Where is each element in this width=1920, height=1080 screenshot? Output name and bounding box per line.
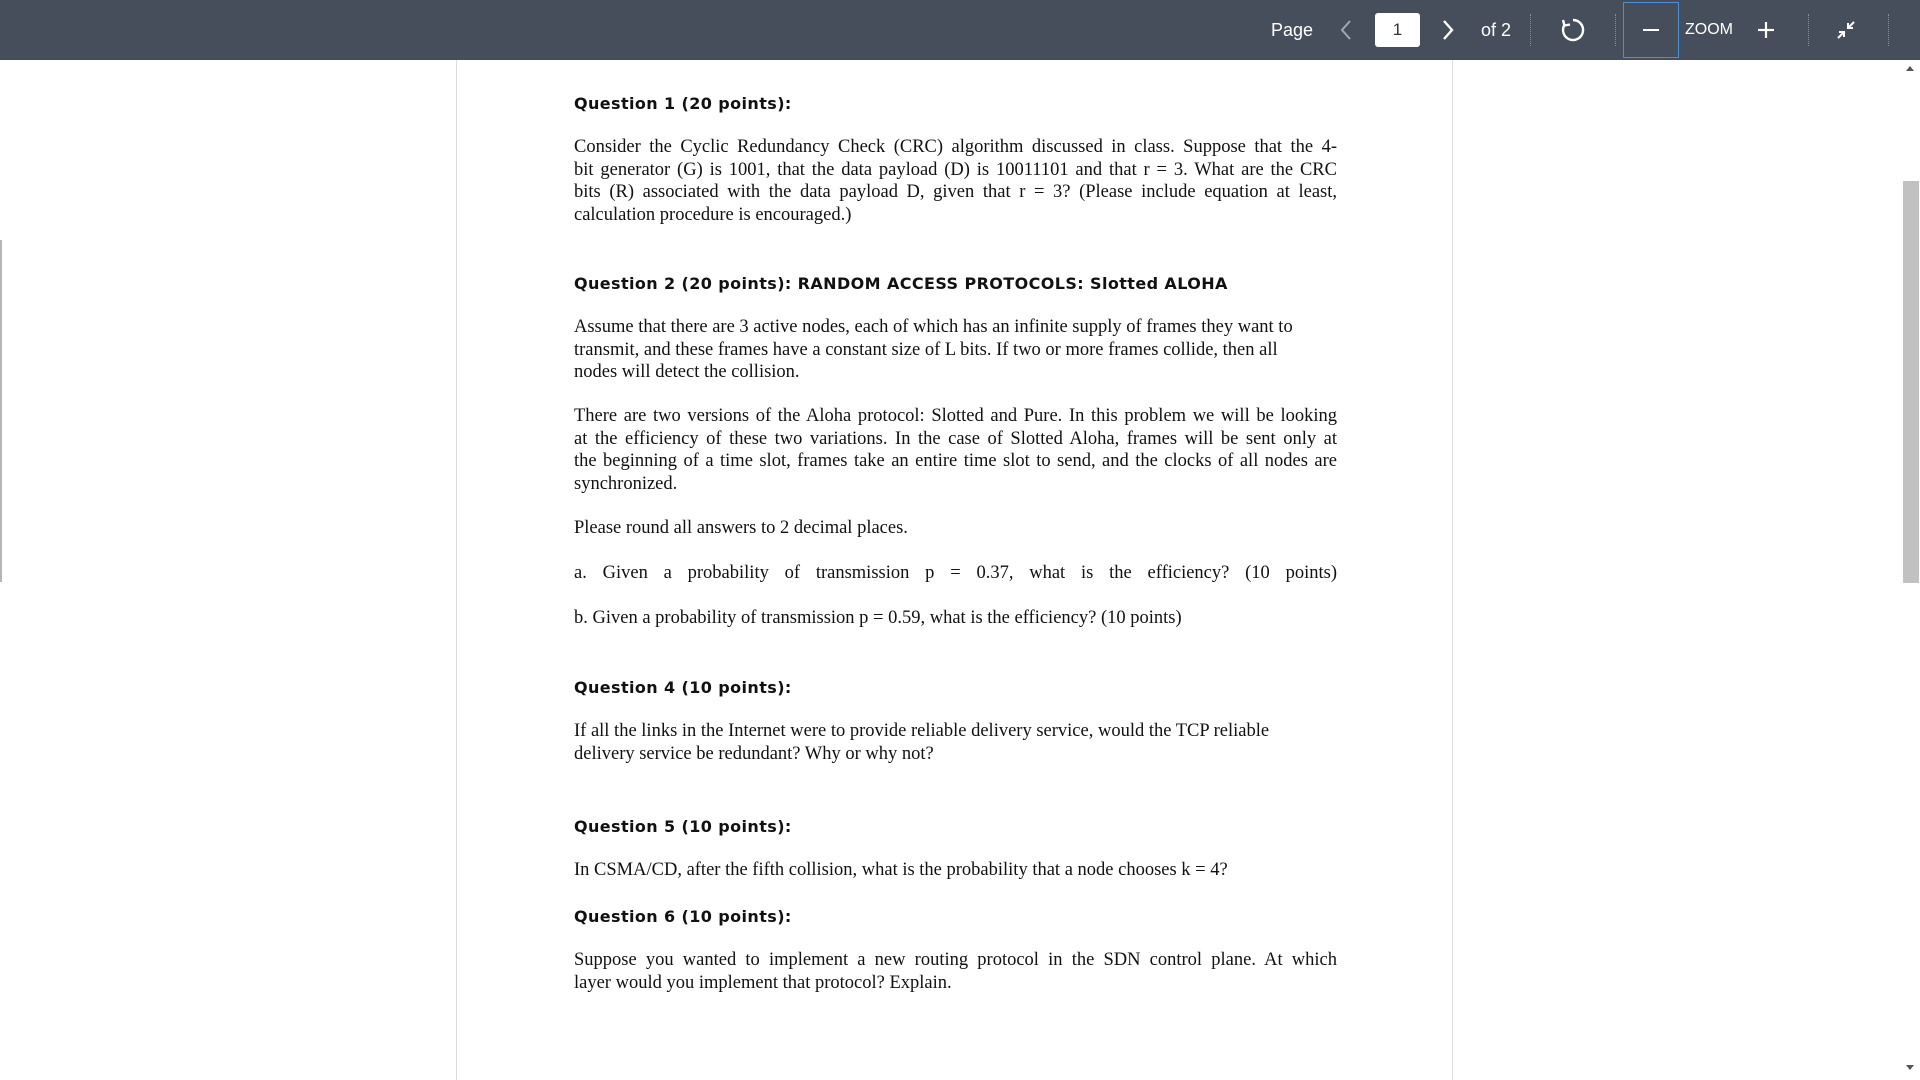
question-2-para2-line: synchronized. bbox=[574, 473, 678, 494]
question-6-line: Suppose you wanted to implement a new routing protocol in the SDN control plane. At which bbox=[574, 950, 1337, 970]
question-1-line: bit generator (G) is 1001, that the data payload (D) is 10011101 and that r = 3. What are the CRC bbox=[574, 159, 1337, 180]
toolbar-divider bbox=[1808, 14, 1809, 46]
question-2-para2-line: the beginning of a time slot, frames take an entire time slot to send, and the clocks of all nodes are bbox=[574, 451, 1337, 471]
rotate-icon bbox=[1560, 17, 1586, 43]
previous-page-button[interactable] bbox=[1330, 0, 1362, 60]
scroll-down-arrow-icon[interactable] bbox=[1906, 1065, 1914, 1070]
rotate-button[interactable] bbox=[1550, 0, 1596, 60]
question-2-part-b: b. Given a probability of transmission p = 0.59, what is the efficiency? (10 points) bbox=[574, 608, 1182, 628]
question-2-heading: Question 2 (20 points): RANDOM ACCESS PROTOCOLS: Slotted ALOHA bbox=[574, 274, 1228, 293]
question-2-part-a: a. Given a probability of transmission p = 0.37, what is the efficiency? (10 points) bbox=[574, 563, 1337, 583]
left-panel-edge bbox=[0, 240, 2, 582]
question-1-line: Consider the Cyclic Redundancy Check (CRC) algorithm discussed in class. Suppose that the 4- bbox=[574, 137, 1337, 157]
zoom-out-button[interactable] bbox=[1623, 2, 1679, 58]
question-1-heading: Question 1 (20 points): bbox=[574, 94, 792, 113]
toolbar-divider bbox=[1888, 14, 1889, 46]
left-gutter bbox=[0, 60, 456, 1080]
chevron-left-icon bbox=[1339, 19, 1353, 41]
question-5-heading: Question 5 (10 points): bbox=[574, 817, 792, 836]
question-2-para2-line: There are two versions of the Aloha protocol: Slotted and Pure. In this problem we will be looking bbox=[574, 406, 1337, 426]
question-2-para1-line: nodes will detect the collision. bbox=[574, 362, 800, 382]
plus-icon bbox=[1756, 20, 1776, 40]
page-number-input[interactable] bbox=[1375, 13, 1420, 47]
exit-fullscreen-button[interactable] bbox=[1828, 0, 1864, 60]
document-page bbox=[456, 60, 1453, 1080]
question-2-para2-line: at the efficiency of these two variations. In the case of Slotted Aloha, frames will be sent only at bbox=[574, 428, 1337, 449]
question-2-para1-line: transmit, and these frames have a constant size of L bits. If two or more frames collide, then all bbox=[574, 339, 1278, 360]
page-label: Page bbox=[1270, 19, 1314, 40]
round-note: Please round all answers to 2 decimal places. bbox=[574, 518, 908, 538]
scrollbar-thumb[interactable] bbox=[1903, 181, 1919, 583]
vertical-scrollbar[interactable] bbox=[1900, 60, 1920, 1080]
collapse-icon bbox=[1835, 19, 1857, 41]
minus-icon bbox=[1641, 28, 1661, 32]
question-4-heading: Question 4 (10 points): bbox=[574, 678, 792, 697]
question-6-heading: Question 6 (10 points): bbox=[574, 907, 792, 926]
scroll-up-arrow-icon[interactable] bbox=[1906, 66, 1914, 71]
zoom-label: ZOOM bbox=[1685, 21, 1733, 38]
pdf-toolbar bbox=[0, 0, 1920, 60]
question-1-line: calculation procedure is encouraged.) bbox=[574, 204, 852, 225]
zoom-in-button[interactable] bbox=[1748, 0, 1784, 60]
toolbar-divider bbox=[1530, 14, 1531, 46]
question-6-line: layer would you implement that protocol? Explain. bbox=[574, 972, 952, 993]
chevron-right-icon bbox=[1441, 19, 1455, 41]
question-4-line: delivery service be redundant? Why or why not? bbox=[574, 743, 934, 764]
question-5-text: In CSMA/CD, after the fifth collision, what is the probability that a node chooses k = 4? bbox=[574, 860, 1228, 880]
question-4-line: If all the links in the Internet were to provide reliable delivery service, would the TCP reliable bbox=[574, 721, 1270, 741]
page-count-label: of 2 bbox=[1480, 19, 1512, 40]
toolbar-divider bbox=[1615, 14, 1616, 46]
next-page-button[interactable] bbox=[1432, 0, 1464, 60]
question-2-para1-line: Assume that there are 3 active nodes, each of which has an infinite supply of frames they want to bbox=[574, 317, 1293, 337]
question-1-line: bits (R) associated with the data payload D, given that r = 3? (Please include equation at least, bbox=[574, 182, 1337, 202]
right-gutter bbox=[1453, 60, 1900, 1080]
